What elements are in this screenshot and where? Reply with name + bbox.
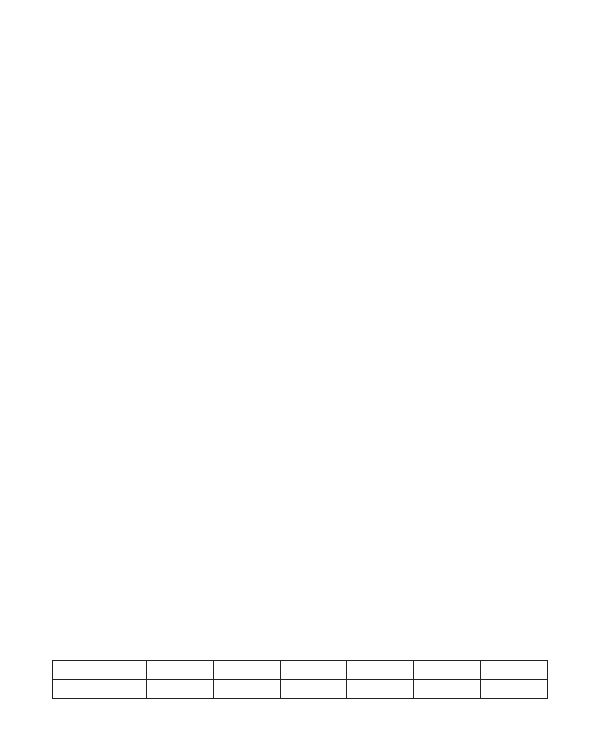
table-cell (481, 680, 548, 699)
author-affiliation (52, 122, 548, 137)
author-list (52, 100, 548, 116)
table-cell (347, 680, 414, 699)
table-cell (53, 680, 147, 699)
body-paragraph-1 (52, 456, 548, 524)
table-header-cell (53, 661, 147, 680)
table-cell (414, 680, 481, 699)
abstract (74, 151, 540, 389)
table-cell (213, 680, 280, 699)
table-header-row (53, 661, 548, 680)
body-paragraph-2 (52, 534, 548, 636)
table-header-cell (414, 661, 481, 680)
table-caption (52, 642, 548, 656)
paper-title (52, 0, 548, 88)
table-cell (147, 680, 214, 699)
table-header-cell (147, 661, 214, 680)
section-heading (52, 426, 548, 446)
table-row (53, 680, 548, 699)
table-header-cell (280, 661, 347, 680)
keywords (74, 393, 540, 410)
table-cell (280, 680, 347, 699)
data-table (52, 660, 548, 699)
table-header-cell (481, 661, 548, 680)
table-header-cell (213, 661, 280, 680)
table-header-cell (347, 661, 414, 680)
